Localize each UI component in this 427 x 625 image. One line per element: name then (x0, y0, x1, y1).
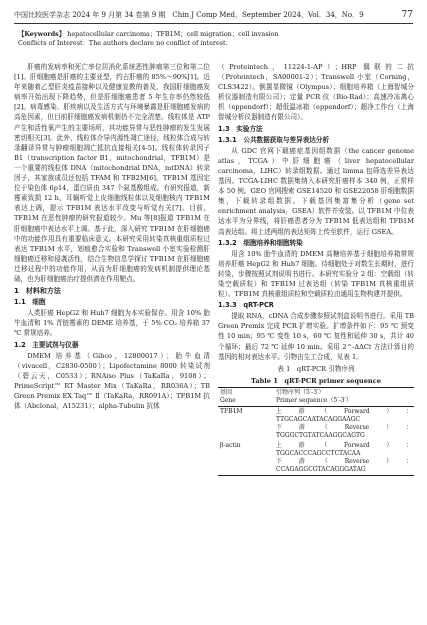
right-column (218, 62, 414, 476)
table-header-gene (218, 387, 274, 406)
table-row (218, 406, 414, 441)
table-header-primer (274, 387, 414, 406)
forward-primer: 上游（Forward）：TGGCACCCAGCCTCTACAA (276, 441, 412, 457)
gene-header-en: Gene (220, 396, 236, 404)
table-row (218, 441, 414, 476)
primer-header-en: Primer sequence（5′-3′） (276, 396, 352, 404)
left-column (14, 62, 210, 411)
subsection-reagents: 1.2 主要试剂与仪器 (14, 340, 79, 349)
table-cell-gene: β-actin (218, 441, 274, 476)
page-number: 77 (401, 10, 413, 20)
table-cell-primer (274, 406, 414, 441)
primer-header-cn: 引物序列（5′-3′） (276, 388, 325, 396)
keywords-text: hepatocellular carcinoma；TFB1M；cell migration；cell invasion (67, 30, 279, 38)
running-header (14, 8, 413, 22)
subsection-culture: 1.3.2 细胞培养和细胞转染 (218, 238, 303, 247)
keywords-block (18, 30, 409, 48)
forward-primer: 上游（Forward）：TTGCAGCAATACAGGAAGC (276, 407, 412, 423)
qpcr-paragraph: 提取 RNA，cDNA 合成步骤参照试剂盒说明书进行。采用 TB Green Premix 完成 PCR 扩增实验。扩增条件如下：95 ℃ 预变性 10 min；95 ℃ 变性 10 s，60 ℃ 复性和延伸 30 s，共计 40 个循环；最后 72 ℃ 延伸 10 min。采用 2^-ΔΔCt 方法计算目的基因的相对表达水平。引物由生工合成，见表 1。 (218, 312, 414, 361)
reverse-primer: 下游（Reverse）：TGGGCTGTATCAAGGCAGTG (276, 423, 412, 439)
intro-paragraph: 肝癌的发病率和死亡率位居消化系统恶性肿瘤第三位和第二位[1]。肝细胞癌是肝癌的主要亚型，约占肝癌的 85%～90%[1]。近年来随着乙型肝炎疫苗接种以及健康宣教的普及，我国肝细胞癌发病率开始出现下降趋势，但是肝细胞癌患者 5 年生存率仍然较低[2]。病毒感染、肝疾病以及生活方式与环境暴露是肝细胞癌发病的高危因素，但目前肝细胞癌发病机制仍不完全清楚。线粒体是 ATP 产生和活性氧产生的主要场所，其功能异常与恶性肿瘤的发生发展密切相关[3]。此外，线粒体介导内源性凋亡途径，线粒体合成与转录翻译异常与肿瘤细胞凋亡抵抗直接相关[4-5]。线粒体转录因子 B1（transcription factor B1，mitochondrial，TFB1M）是一个重要的线粒体 DNA（mitochondrial DNA，mtDNA）转录因子，其家族成员还包括 TFAM 和 TFB2M[6]。TFB1M 基因定位于染色体 6p14，蛋白质由 347 个氨基酸组成。有研究报道，新霉素致损 12 h，耳蜗听觉上皮细胞线粒体以及细胞核内 TFB1M 表达上调，提示 TFB1M 表达水平改变与听觉有关[7]。目前，TFB1M 在恶性肿瘤的研究报道较少。Mu 等[8]报道 TFB1M 在肝细胞癌中表达水平上调。基于此，深入研究 TFB1M 在肝细胞癌中的功能作用具有重要临床意义。本研究采用转染真核重组质粒过表达 TFB1M 水平，划痕愈合实验和 Transwell 小室实验检测肝细胞癌迁移和侵袭活性，结合生物信息学探讨 TFB1M 在肝细胞癌迁移过程中的功能作用，从而为肝细胞癌的发病机制提供理论基础，也为肝细胞癌治疗提供潜在作用靶点。 (14, 63, 210, 283)
subsection-methods: 1.3 实验方法 (218, 124, 263, 133)
cells-paragraph: 人类肝癌 HepG2 和 Huh7 细胞为本实验保存。用含 10% 胎牛血清和 1% 青链霉素的 DEME 培养基，于 5% CO₂ 培养箱 37 ℃ 常规培养。 (14, 309, 210, 338)
subsection-data: 1.3.1 公共数据获取与差异表达分析 (218, 135, 330, 144)
reverse-primer: 下游（Reverse）：CCAGAGGCGTACAGGGATAG (276, 457, 412, 473)
journal-citation: 中国比较医学杂志 2024 年 9 月第 34 卷第 9 期 Chin J Comp Med，September 2024，Vol．34，No．9 (14, 11, 364, 19)
table-caption-cn: 表 1 qRT-PCR 引物序列 (277, 364, 355, 373)
data-paragraph: 从 GDC 官网下载癌症基因组数据（the cancer genome atlas，TCGA）中肝细胞癌（liver hepatocellular carcinoma，LIHC）转录组数据。通过 limma 包筛选差异表达基因。TCGA-LIHC 数据集纳入本研究肝癌样本 340 例，正常样本 50 例。GEO 官网搜索 GSE14520 和 GSE22058 肝细胞数据集，下载转录组数据。下载基因集富集分析（gene set enrichment analysis，GSEA）软件并安装。以 TFB1M 中位表达水平为分界线，将肝癌患者分为 TFB1M 低表达组和 TFB1M 高表达组。将上述两组的表达矩阵上传至软件，运行 GSEA。 (218, 146, 414, 236)
header-rule (14, 23, 413, 24)
table-caption-en: Table 1 qRT-PCR primer sequence (251, 376, 381, 385)
keywords-label: 【Keywords】 (18, 30, 66, 38)
primer-table (218, 387, 414, 476)
conflict-of-interest: Conflicts of Interest：The authors declare no conflict of interest. (18, 39, 228, 47)
subsection-cells: 1.1 细胞 (14, 298, 46, 307)
table-cell-primer (274, 441, 414, 476)
table-header-row (218, 387, 414, 406)
gene-header-cn: 基因 (220, 388, 233, 396)
culture-paragraph: 用含 10% 胎牛血清的 DMEM 高糖培养基于细胞培养箱常规培养肝癌 HepG2 和 Huh7 细胞。待细胞处于对数生长期时，进行转染，步骤按照试剂说明书进行。本研究实验分 2 组：空载组（转染空载质粒）和 TFB1M 过表达组（转染 TFB1M 真核重组质粒）。TFB1M 真核重组质粒和空载质粒由通用生物构建并提供。 (218, 249, 414, 299)
section-heading-methods: 1 材料和方法 (14, 287, 61, 296)
reagents-continued: （Proteintech，11224-1-AP）；HRP 偶联的二抗（Proteintech，SA00001-2）；Transwell 小室（Corning，CLS3422）。倒置显微镜（Olympus）；细胞培养箱（上海智城分析仪器制造有限公司）；定量 PCR 仪（Bio-Rad）；高速冷冻离心机（eppendorf）；超低温冰箱（eppendorf）；超净工作台（上海智城分析仪器制造有限公司）。 (218, 63, 414, 122)
reagents-paragraph: DMEM 培养基（Gibco，12800017）；胎牛血清（vivacell，C2830-0500）；Lipofectamine 8000 转染试剂（碧云天，C0533）；RNAiso Plus（TaKaRa，9108）；PrimeScript™ RT Master Mix（TaKaRa，RR036A）；TB Green Premix EX Taq™ Ⅱ（TaKaRa，RR091A）；TFB1M 抗体（Abclonal，A15231）；alpha-Tubulin 抗体 (14, 351, 210, 411)
table-cell-gene: TFB1M (220, 407, 243, 415)
subsection-qpcr: 1.3.3 qRT-PCR (218, 301, 274, 310)
